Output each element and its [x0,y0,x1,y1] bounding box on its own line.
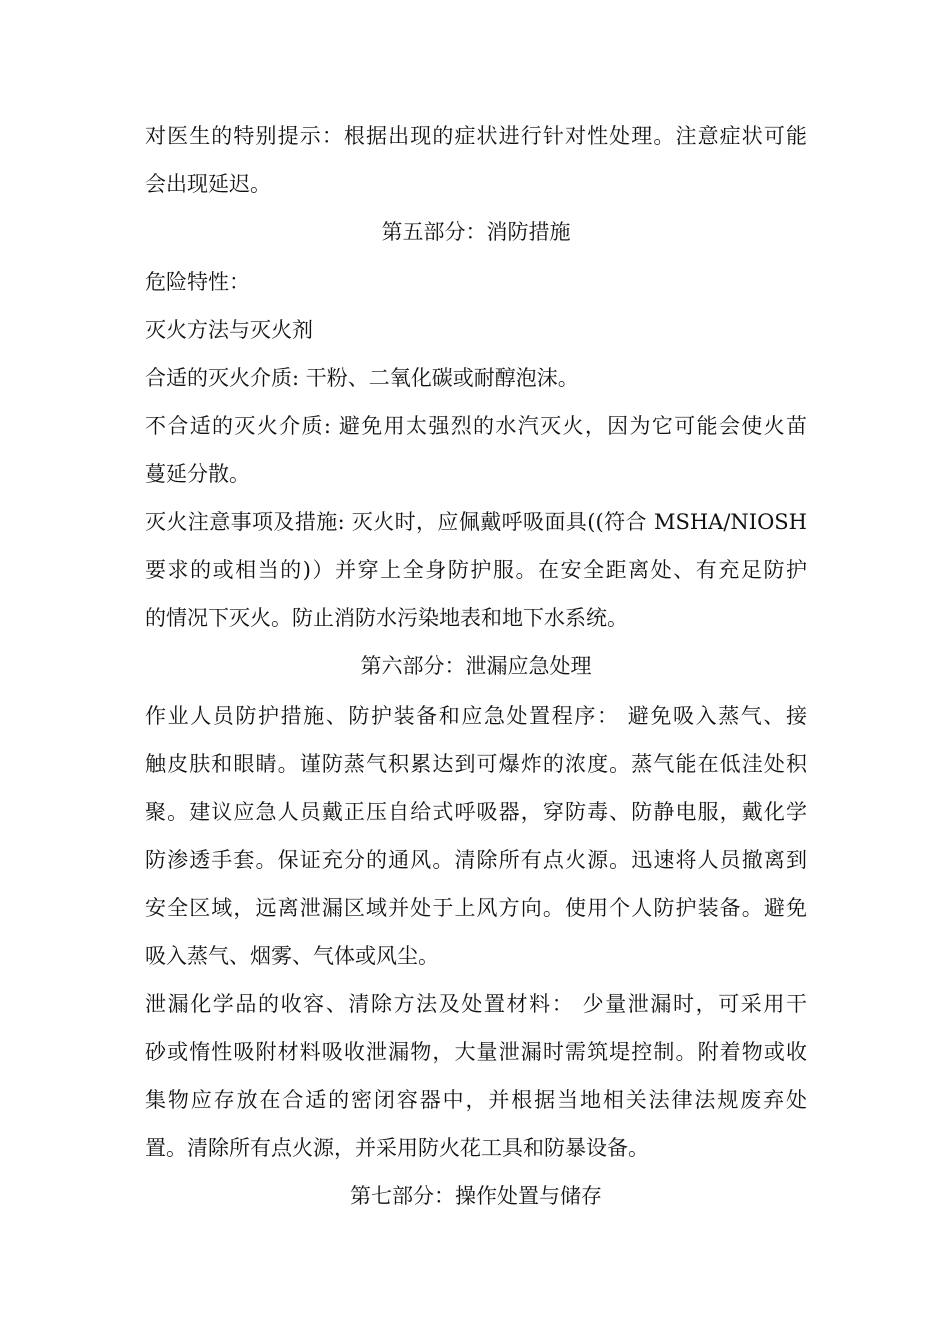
containment-line-1: 泄漏化学品的收容、清除方法及处置材料： 少量泄漏时，可采用干 [145,992,807,1016]
unsuitable-line-1: 不合适的灭火介质: 避免用太强烈的水汽灭火，因为它可能会使火苗 [145,414,807,438]
document-page [145,118,807,1228]
precautions-line-3: 的情况下灭火。防止消防水污染地表和地下水系统。 [145,606,628,630]
personal-line-5: 安全区域，远离泄漏区域并处于上风方向。使用个人防护装备。避免 [145,896,807,920]
doctor-note-line-2: 会出现延迟。 [145,172,271,196]
section5-title: 第五部分：消防措施 [381,220,571,244]
personal-line-3: 聚。建议应急人员戴正压自给式呼吸器，穿防毒、防静电服，戴化学 [145,800,807,824]
section5-unsuitable-media [145,408,807,492]
precautions-line-1: 灭火注意事项及措施: 灭火时，应佩戴呼吸面具((符合 MSHA/NIOSH [145,510,807,534]
containment-line-4: 置。清除所有点火源，并采用防火花工具和防暴设备。 [145,1136,649,1160]
doctor-note-line-1: 对医生的特别提示：根据出现的症状进行针对性处理。注意症状可能 [145,124,807,148]
containment-line-2: 砂或惰性吸附材料吸收泄漏物，大量泄漏时需筑堤控制。附着物或收 [145,1040,807,1064]
section6-title: 第六部分：泄漏应急处理 [360,654,592,678]
personal-line-4: 防渗透手套。保证充分的通风。清除所有点火源。迅速将人员撤离到 [145,848,807,872]
section5-precautions [145,504,807,636]
personal-line-1: 作业人员防护措施、防护装备和应急处置程序： 避免吸入蒸气、接 [145,704,807,728]
precautions-line-2: 要求的或相当的)）并穿上全身防护服。在安全距离处、有充足防护 [145,558,807,582]
personal-line-2: 触皮肤和眼睛。谨防蒸气积累达到可爆炸的浓度。蒸气能在低洼处积 [145,752,807,776]
section5-suitable-media: 合适的灭火介质: 干粉、二氧化碳或耐醇泡沫。 [145,366,579,390]
personal-line-6: 吸入蒸气、烟雾、气体或风尘。 [145,944,439,968]
containment-line-3: 集物应存放在合适的密闭容器中，并根据当地相关法律法规废弃处 [145,1088,807,1112]
section7-title: 第七部分：操作处置与储存 [350,1184,602,1208]
section5-hazard: 危险特性： [145,270,250,294]
section6-containment [145,986,807,1166]
section6-personal-precautions [145,698,807,974]
unsuitable-line-2: 蔓延分散。 [145,462,250,486]
doctor-note [145,118,807,202]
section5-methods: 灭火方法与灭火剂 [145,318,313,342]
